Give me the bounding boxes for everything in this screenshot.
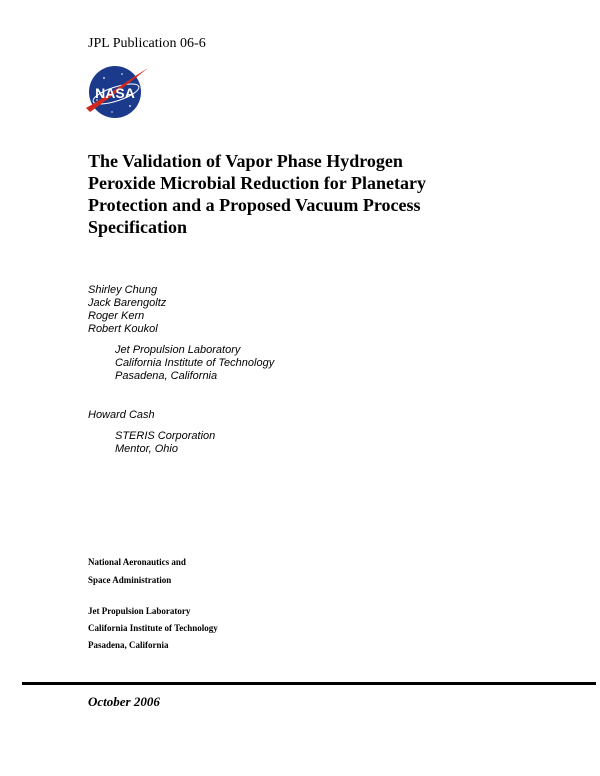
title-line: The Validation of Vapor Phase Hydrogen xyxy=(88,151,403,171)
lab-line: Pasadena, California xyxy=(88,640,169,650)
lab-address xyxy=(88,603,218,654)
authors-list xyxy=(88,284,166,336)
affiliation-line: Jet Propulsion Laboratory xyxy=(115,344,241,356)
publication-number: JPL Publication 06-6 xyxy=(88,36,206,51)
author-name: Jack Barengoltz xyxy=(88,297,167,309)
lab-line: California Institute of Technology xyxy=(88,623,218,633)
affiliation-jpl xyxy=(115,344,274,383)
publication-date: October 2006 xyxy=(88,694,160,709)
lab-line: Jet Propulsion Laboratory xyxy=(88,606,191,616)
affiliation-line: Pasadena, California xyxy=(115,370,218,382)
author-name: Robert Koukol xyxy=(88,323,158,335)
affiliation-line: California Institute of Technology xyxy=(115,357,275,369)
agency-name xyxy=(88,553,186,589)
title-line: Specification xyxy=(88,217,187,237)
author-name: Howard Cash xyxy=(88,409,155,421)
horizontal-rule xyxy=(22,682,596,685)
nasa-logo xyxy=(82,62,152,122)
affiliation-line: Mentor, Ohio xyxy=(115,443,178,455)
title-line: Peroxide Microbial Reduction for Planetary xyxy=(88,173,426,193)
nasa-logo-text: NASA xyxy=(95,85,135,101)
document-title xyxy=(88,150,508,238)
author-name: Shirley Chung xyxy=(88,284,158,296)
agency-line: Space Administration xyxy=(88,575,172,585)
nasa-meatball-icon xyxy=(82,62,152,122)
author-name: Roger Kern xyxy=(88,310,145,322)
affiliation-steris xyxy=(115,430,215,456)
title-line: Protection and a Proposed Vacuum Process xyxy=(88,195,421,215)
affiliation-line: STERIS Corporation xyxy=(115,430,216,442)
agency-line: National Aeronautics and xyxy=(88,557,186,567)
